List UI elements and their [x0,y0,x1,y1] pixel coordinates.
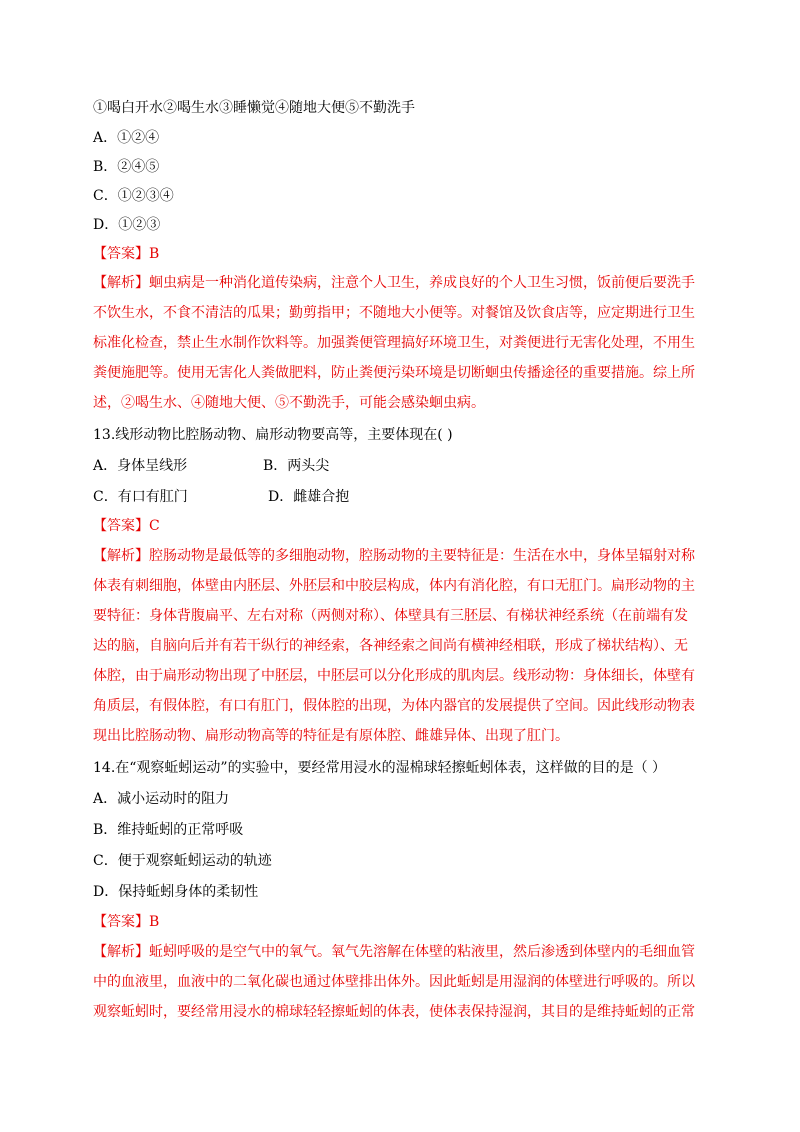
q13-option-b: B．两头尖 [263,458,330,474]
q14-option-c: C．便于观察蚯蚓运动的轨迹 [93,853,272,869]
q12-analysis-line: 不饮生水，不食不清洁的瓜果；勤剪指甲；不随地大小便等。对餐馆及饮食店等，应定期进行卫生 [93,305,695,321]
q12-analysis-line: 粪便施肥等。使用无害化人粪做肥料，防止粪便污染环境是切断蛔虫传播途径的重要措施。综上所 [93,365,695,381]
q13-analysis-line: 达的脑，自脑向后并有若干纵行的神经索，各神经索之间尚有横神经相联，形成了梯状结构）、无 [93,638,688,654]
q12-analysis-line: 【解析】蛔虫病是一种消化道传染病，注意个人卫生，养成良好的个人卫生习惯，饭前便后要洗手 [93,275,695,291]
q14-analysis-line: 观察蚯蚓时，要经常用浸水的棉球轻轻擦蚯蚓的体表，使体表保持湿润，其目的是维持蚯蚓的正常 [93,1004,695,1020]
q12-option-c: C．①②③④ [93,188,174,204]
q13-analysis-line: 【解析】腔肠动物是最低等的多细胞动物，腔肠动物的主要特征是：生活在水中，身体呈辐射对称 [93,548,695,564]
q12-answer: 【答案】B [93,246,160,262]
q14-stem: 14.在“观察蚯蚓运动”的实验中，要经常用浸水的湿棉球轻擦蚯蚓体表，这样做的目的是（ ） [93,760,667,776]
q12-analysis-line: 述，②喝生水、④随地大便、⑤不勤洗手，可能会感染蛔虫病。 [93,395,485,411]
q13-stem: 13.线形动物比腔肠动物、扁形动物要高等，主要体现在( ) [93,427,453,443]
q14-option-d: D．保持蚯蚓身体的柔韧性 [93,884,259,900]
q13-options-row-1 [93,456,330,476]
q12-stem: ①喝白开水②喝生水③睡懒觉④随地大便⑤不勤洗手 [93,100,415,116]
q13-options-row-2 [93,487,350,507]
q12-analysis-line: 标准化检查，禁止生水制作饮料等。加强粪便管理搞好环境卫生，对粪便进行无害化处理，不用生 [93,335,695,351]
q14-option-a: A．减小运动时的阻力 [93,791,230,807]
q13-answer: 【答案】C [93,518,160,534]
q12-option-a: A．①②④ [93,130,160,146]
q12-option-b: B．②④⑤ [93,159,160,175]
q14-analysis-line: 中的血液里，血液中的二氧化碳也通过体壁排出体外。因此蚯蚓是用湿润的体壁进行呼吸的。所以 [93,974,695,990]
q12-option-d: D．①②③ [93,217,161,233]
q14-answer: 【答案】B [93,914,160,930]
q14-analysis-line: 【解析】蚯蚓呼吸的是空气中的氧气。氧气先溶解在体壁的粘液里，然后渗透到体壁内的毛细血管 [93,944,695,960]
q13-option-c: C．有口有肛门 [93,489,188,505]
q13-analysis-line: 要特征：身体背腹扁平、左右对称（两侧对称）、体壁具有三胚层、有梯状神经系统（在前端有发 [93,608,688,624]
q13-analysis-line: 角质层，有假体腔，有口有肛门，假体腔的出现，为体内器官的发展提供了空间。因此线形动物表 [93,698,695,714]
q13-analysis-line: 现出比腔肠动物、扁形动物高等的特征是有原体腔、雌雄异体、出现了肛门。 [93,728,569,744]
q14-option-b: B．维持蚯蚓的正常呼吸 [93,822,244,838]
q13-analysis-line: 体表有刺细胞，体壁由内胚层、外胚层和中胶层构成，体内有消化腔，有口无肛门。扁形动物的主 [93,578,695,594]
q13-analysis-line: 体腔，由于扁形动物出现了中胚层，中胚层可以分化形成的肌肉层。线形动物：身体细长，体壁有 [93,668,695,684]
q13-option-a: A．身体呈线形 [93,458,188,474]
q13-option-d: D．雌雄合抱 [268,489,350,505]
